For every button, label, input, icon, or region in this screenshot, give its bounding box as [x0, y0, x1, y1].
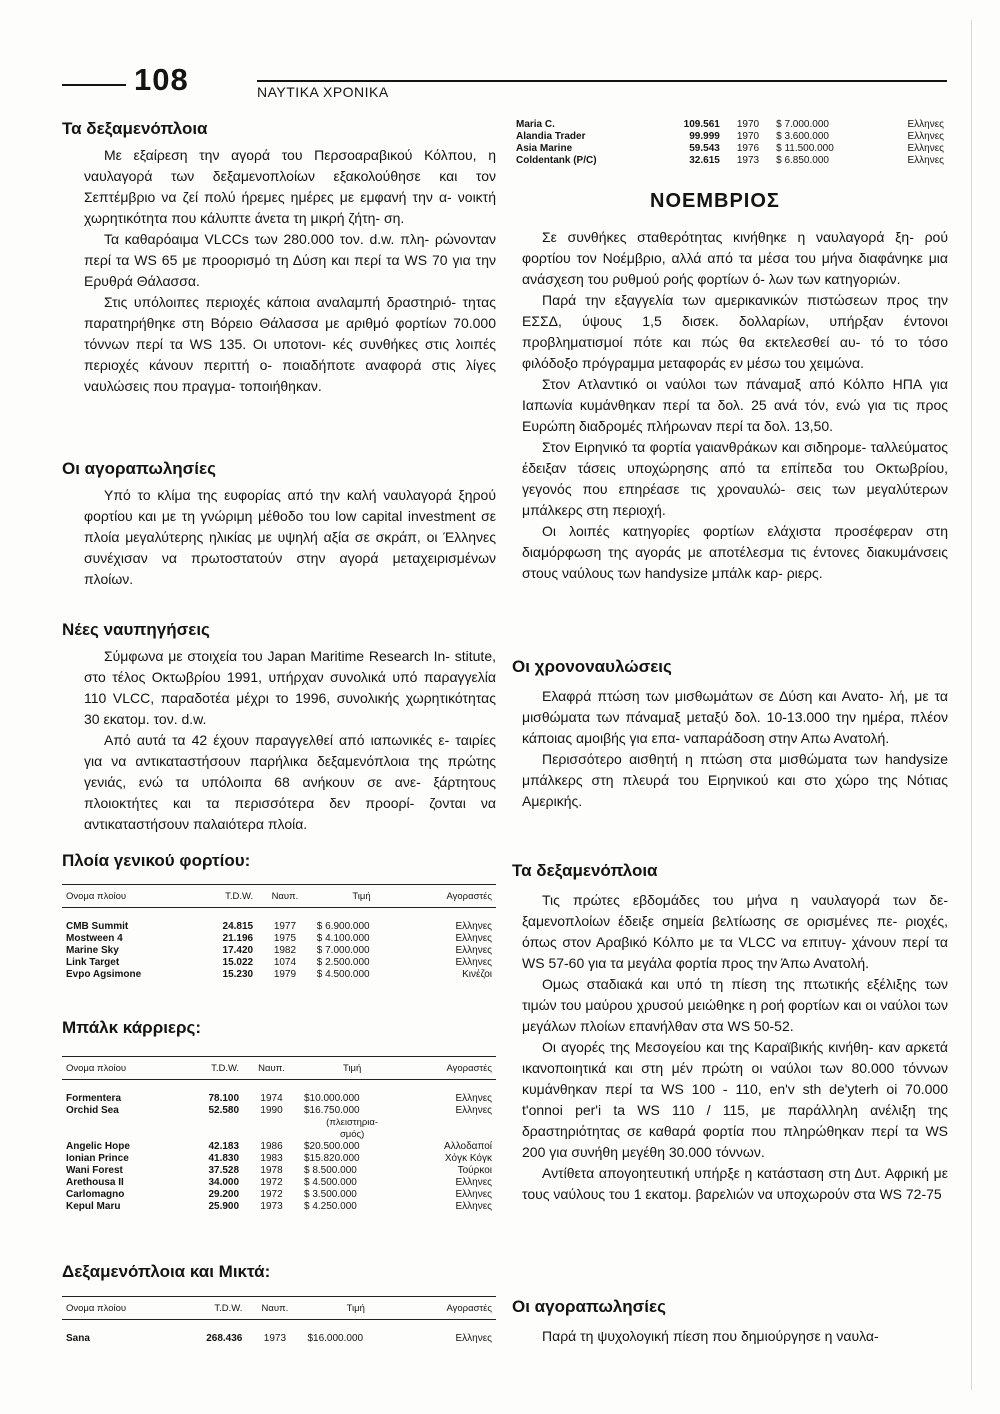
ship-buyer: Ελληνες [907, 130, 944, 142]
ship-price: $16.750.000 [304, 1104, 360, 1116]
paragraph: Ομως σταδιακά και υπό τη πίεση της πτωτικής εξέλιξης των τιμών του μαύρου χρυσού μειώθηκε η ροή φορτίων και οι ναύλοι των μεγάλων πλοίων επανήλθαν στα WS 50-52. [522, 976, 948, 1034]
ship-buyer: Ελληνες [455, 956, 492, 968]
ship-price: $ 6.900.000 [316, 920, 370, 932]
ship-name: Formentera [66, 1092, 122, 1104]
table-title-bulk-carriers: Μπάλκ κάρριερς: [62, 1018, 202, 1037]
paragraph: Υπό το κλίμα της ευφορίας από την καλή ναυλαγορά ξηρού φορτίου και με τη γνώριμη μέθοδο του low capital investment σε πλοία μεγαλύτερης ηλικίας με υψηλή αξία σε σκράπ, οι Έλληνες συνέχισαν να πρωτοστατούν στην αγορά μεταχειρισμένων πλοίων. [84, 487, 496, 587]
ship-tdw: 268.436 [206, 1332, 243, 1344]
table-row [512, 154, 948, 166]
col-header-tdw: T.D.W. [195, 885, 257, 908]
ship-price: $20.500.000 [304, 1140, 360, 1152]
tankers-november-text [522, 890, 948, 1205]
ship-name: Angelic Hope [66, 1140, 130, 1152]
auction-note: σμός) [339, 1128, 365, 1140]
page-header [62, 62, 948, 102]
ship-buyer: Ελληνες [455, 1176, 492, 1188]
ship-buyer: Ελληνες [907, 154, 944, 166]
table-row [62, 932, 496, 944]
ship-tdw: 34.000 [208, 1176, 240, 1188]
ship-name: Ionian Prince [66, 1152, 129, 1164]
page-edge-line [971, 20, 972, 1390]
ship-built: 1982 [273, 944, 297, 956]
newbuildings-text [84, 646, 496, 835]
ship-name: Mostween 4 [66, 932, 123, 944]
ship-name: Coldentank (P/C) [516, 154, 597, 166]
ship-buyer: Χόγκ Κόγκ [444, 1152, 492, 1164]
ship-buyer: Τούρκοι [457, 1164, 492, 1176]
november-text [522, 227, 948, 584]
section-title-sales: Οι αγοραπωλησίες [62, 459, 216, 478]
ship-price: $16.000.000 [307, 1332, 364, 1344]
col-header-built: Ναυπ. [243, 1057, 300, 1080]
ship-tdw: 25.900 [208, 1200, 240, 1212]
ship-built: 1972 [260, 1188, 283, 1200]
paragraph: Οι αγορές της Μεσογείου και της Καραϊβικής κινήθη- καν αρκετά ικανοποιητικά και στη μέν πρώτη οι ναύλοι των 80.000 τόννων κυμάνθηκαν περί τα WS 100 - 110, en'v sth de'yterh oi 70.000 t'onnoi per'i ta WS 110 / 115, με παράλληλη ανέλιξη της δραστηριότητας σε καθαρά φορτία που πληρώθηκαν περί τα WS 200 για συνήθη μεγέθη 30.000 τόννων. [522, 1039, 948, 1160]
ship-tdw: 109.561 [683, 118, 720, 130]
month-title: ΝΟΕΜΒΡΙΟΣ [650, 190, 780, 212]
table-row [62, 1200, 496, 1212]
table-row [62, 1092, 496, 1104]
paragraph: Περισσότερο αισθητή η πτώση στα μισθώματα των handysize μπάλκερς στη πλευρά του Ειρηνικού και στο χώρο της Νότιας Αμερικής. [522, 751, 948, 809]
ship-tdw: 29.200 [208, 1188, 240, 1200]
ship-price: $ 7.000.000 [316, 944, 370, 956]
ship-price: $ 4.500.000 [304, 1176, 357, 1188]
ship-buyer: Ελληνες [455, 1092, 492, 1104]
col-header-price: Τιμή [313, 885, 410, 908]
ship-built: 1974 [260, 1092, 283, 1104]
ship-built: 1074 [273, 956, 297, 968]
table-row [512, 118, 948, 130]
col-header-price: Τιμή [300, 1057, 404, 1080]
paragraph: Στις υπόλοιπες περιοχές κάποια αναλαμπή δραστηριό- τητας παρατηρήθηκε στη Βόρειο Θάλασσα με αριθμό φορτίων 70.000 τόννων περί τα WS 135. Οι υποτονι- κές συνθήκες στις λοιπές περιοχές κάνουν περιττή ο- ποιαδήποτε αναφορά στις λίγες ναυλώσεις που πραγμα- τοποιήθηκαν. [84, 294, 496, 394]
auction-note: (πλειστηρια- [326, 1116, 379, 1128]
table-row [512, 130, 948, 142]
col-header-built: Ναυπ. [246, 1297, 303, 1320]
col-header-price: Τιμή [303, 1297, 408, 1320]
ship-name: Maria C. [516, 118, 555, 130]
ship-built: 1977 [273, 920, 297, 932]
col-header-name: Ονομα πλοίου [62, 885, 195, 908]
sales-november-text [522, 1326, 948, 1347]
ship-built: 1970 [736, 118, 760, 130]
ship-name: CMB Summit [66, 920, 129, 932]
ship-price: $15.820.000 [304, 1152, 360, 1164]
ship-built: 1990 [260, 1104, 283, 1116]
ship-built: 1973 [260, 1200, 283, 1212]
ship-buyer: Ελληνες [455, 1188, 492, 1200]
table-row [62, 1152, 496, 1164]
ship-price: $ 7.000.000 [776, 118, 829, 130]
ship-price: $ 4.500.000 [316, 968, 370, 980]
ship-name: Alandia Trader [516, 130, 586, 142]
bulk-carriers-table [62, 1056, 496, 1212]
ship-price: $ 3.600.000 [776, 130, 829, 142]
table-row [62, 956, 496, 968]
ship-name: Link Target [66, 956, 120, 968]
ship-tdw: 99.999 [689, 130, 720, 142]
table-row [62, 1164, 496, 1176]
ship-built: 1986 [260, 1140, 283, 1152]
paragraph: Ελαφρά πτώση των μισθωμάτων σε Δύση και Ανατο- λή, με τα μισθώματα των πάναμαξ μεταξύ δολ. 10-13.000 την ημέρα, πλέον κάποιας αμοιβής για επα- ναπαράδοση στην Απω Ανατολή. [522, 688, 948, 746]
ship-name: Marine Sky [66, 944, 119, 956]
table-row [62, 1140, 496, 1152]
ship-built: 1975 [273, 932, 297, 944]
table-row [512, 142, 948, 154]
ship-built: 1970 [736, 130, 760, 142]
ship-name: Arethousa II [66, 1176, 124, 1188]
ship-buyer: Ελληνες [907, 118, 944, 130]
ship-name: Kepul Maru [66, 1200, 121, 1212]
col-header-buyer: Αγοραστές [410, 885, 496, 908]
ship-built: 1973 [263, 1332, 287, 1344]
ship-name: Sana [66, 1332, 90, 1344]
ship-buyer: Κινέζοι [462, 968, 492, 980]
general-cargo-table [62, 884, 496, 980]
ship-price: $ 8.500.000 [304, 1164, 357, 1176]
table-title-tankers-combined: Δεξαμενόπλοια και Μικτά: [62, 1262, 271, 1281]
ship-buyer: Ελληνες [455, 1332, 492, 1344]
table-row [62, 1188, 496, 1200]
ship-built: 1978 [260, 1164, 283, 1176]
section-title-timecharters: Οι χρονοναυλώσεις [512, 657, 672, 676]
ship-name: Orchid Sea [66, 1104, 119, 1116]
sales-text [84, 485, 496, 590]
section-title-tankers: Τα δεξαμενόπλοια [62, 119, 208, 138]
ship-buyer: Ελληνες [455, 1104, 492, 1116]
section-title-newbuildings: Νέες ναυπηγήσεις [62, 620, 210, 639]
paragraph: Με εξαίρεση την αγορά του Περσοαραβικού Κόλπου, η ναυλαγορά των δεξαμενοπλοίων εξακολούθησε και τον Σεπτέμβριο να ζεί πολύ ήρεμες ημέρες με εμφανή την α- νοικτή χωρητικότητα που κάλυπτε άνετα τη μικρή ζήτη- ση. [84, 147, 496, 226]
ship-tdw: 37.528 [208, 1164, 240, 1176]
ship-tdw: 32.615 [689, 154, 720, 166]
ship-name: Carlomagno [66, 1188, 125, 1200]
ship-tdw: 41.830 [208, 1152, 240, 1164]
continued-table [512, 118, 948, 166]
paragraph: Παρά την εξαγγελία των αμερικανικών πιστώσεων προς την ΕΣΣΔ, ύψους 1,5 δισεκ. δολλαρίων, υπήρξαν έντονοι προβληματισμοί πότε και πώς θα εκτελεσθεί αυ- τό το τόσο φιλόδοξο πρόγραμμα μεταφοράς εν μέσω του χειμώνα. [522, 292, 948, 371]
paragraph: Στον Ειρηνικό τα φορτία γαιανθράκων και σιδηρομε- ταλλεύματος έδειξαν τάσεις υποχώρησης από τα επίπεδα του Οκτωβρίου, γεγονός που επηρέασε τις χροναυλώ- σεις των μεγαλύτερων μπάλκερς στη περιοχή. [522, 439, 948, 518]
ship-price: $10.000.000 [304, 1092, 360, 1104]
paragraph: Τις πρώτες εβδομάδες του μήνα η ναυλαγορά των δε- ξαμενοπλοίων έδειξε σημεία βελτίωσης σε ορισμένες πε- ριοχές, όπως στον Αραβικό Κόλπο με τα VLCC να επιτυγ- χάνουν περί τα WS 57-60 για τα μεγάλα φορτία προς την Άπω Ανατολή. [522, 892, 948, 971]
ship-price: $ 6.850.000 [776, 154, 829, 166]
paragraph: Αντίθετα απογοητευτική υπήρξε η κατάσταση στη Δυτ. Αφρική με τους ναύλους του 1 εκατομ. βαρελιών να υποχωρούν στα WS 72-75 [522, 1165, 948, 1202]
col-header-buyer: Αγοραστές [408, 1297, 496, 1320]
table-row [62, 968, 496, 980]
ship-price: $ 2.500.000 [316, 956, 370, 968]
table-row [62, 944, 496, 956]
ship-price: $ 4.250.000 [304, 1200, 357, 1212]
paragraph: Σύμφωνα με στοιχεία του Japan Maritime Research In- stitute, στο τέλος Οκτωβρίου 1991, υπήρχαν συνολικά υπό παραγγελία 110 VLCC, παραδοτέα μέχρι το 1996, συνολικής χωρητικότητας 30 εκατομ. τον. d.w. [84, 648, 496, 727]
ship-tdw: 15.230 [222, 968, 254, 980]
header-rule-left [62, 84, 126, 86]
ship-tdw: 21.196 [222, 932, 254, 944]
col-header-tdw: T.D.W. [180, 1057, 243, 1080]
ship-price: $ 3.500.000 [304, 1188, 357, 1200]
page-number: 108 [134, 62, 189, 97]
ship-built: 1983 [260, 1152, 283, 1164]
header-rule-right [257, 80, 947, 82]
ship-tdw: 42.183 [208, 1140, 240, 1152]
section-title-sales-november: Οι αγοραπωλησίες [512, 1297, 666, 1316]
paragraph: Στον Ατλαντικό οι ναύλοι των πάναμαξ από Κόλπο ΗΠΑ για Ιαπωνία κυμάνθηκαν περί τα δολ. 25 ανά τόν, ενώ για τις προς Ευρώπη διαδρομές πλήρωναν περί τα δολ. 13,50. [522, 376, 948, 434]
paragraph: Σε συνθήκες σταθερότητας κινήθηκε η ναυλαγορά ξη- ρού φορτίου τον Νοέμβριο, αλλά από τα μέσα του μήνα διαφάνηκε μια ανάσχεση του ρυθμού ροής φορτίων ό- λων των κατηγοριών. [522, 229, 948, 287]
ship-tdw: 59.543 [689, 142, 720, 154]
table-row [62, 1332, 496, 1344]
ship-name: Wani Forest [66, 1164, 123, 1176]
timecharters-text [522, 686, 948, 812]
ship-buyer: Ελληνες [455, 920, 492, 932]
ship-tdw: 15.022 [222, 956, 254, 968]
paragraph: Παρά τη ψυχολογική πίεση που δημιούργησε η ναυλα- [542, 1328, 879, 1344]
magazine-title: ΝΑΥΤΙΚΑ ΧΡΟΝΙΚΑ [257, 84, 389, 100]
ship-buyer: Ελληνες [455, 932, 492, 944]
section-title-tankers-november: Τα δεξαμενόπλοια [512, 861, 658, 880]
table-title-general-cargo: Πλοία γενικού φορτίου: [62, 851, 251, 870]
col-header-tdw: T.D.W. [174, 1297, 247, 1320]
ship-tdw: 17.420 [222, 944, 254, 956]
ship-built: 1976 [736, 142, 760, 154]
ship-buyer: Ελληνες [455, 944, 492, 956]
table-row [62, 920, 496, 932]
table-row [62, 1176, 496, 1188]
ship-tdw: 78.100 [208, 1092, 240, 1104]
ship-buyer: Αλλοδαποί [444, 1140, 492, 1152]
ship-tdw: 24.815 [222, 920, 254, 932]
ship-name: Evpo Agsimone [66, 968, 142, 980]
col-header-name: Ονομα πλοίου [62, 1297, 174, 1320]
paragraph: Τα καθαρόαιμα VLCCs των 280.000 τον. d.w. πλη- ρώνονταν περί τα WS 65 με προορισμό τη Δύση και περί τα WS 70 για την Ερυθρά Θάλασσα. [84, 231, 496, 289]
tankers-table [62, 1296, 496, 1344]
tankers-text [84, 145, 496, 397]
ship-tdw: 52.580 [208, 1104, 240, 1116]
ship-price: $ 11.500.000 [776, 142, 834, 154]
table-row [62, 1104, 496, 1116]
ship-price: $ 4.100.000 [316, 932, 370, 944]
ship-name: Asia Marine [516, 142, 573, 154]
paragraph: Από αυτά τα 42 έχουν παραγγελθεί από ιαπωνικές ε- ταιρίες για να αντικαταστήσουν παρήλικα δεξαμενόπλοια της πρώτης γενιάς, ενώ τα υπόλοιπα 68 ανήκουν σε ανε- ξάρτητους πλοιοκτήτες και τα περισσότερα δεν προορί- ζονται να αντικαταστήσουν παλαιότερα πλοία. [84, 732, 496, 832]
paragraph: Οι λοιπές κατηγορίες φορτίων ελάχιστα προσέφεραν στη διαμόρφωση της αγοράς με αποτέλεσμα τις έντονες διακυμάνσεις στους ναύλους των handysize μπάλκ καρ- ριερς. [522, 523, 948, 581]
ship-built: 1979 [273, 968, 297, 980]
col-header-built: Ναυπ. [257, 885, 313, 908]
ship-built: 1972 [260, 1176, 283, 1188]
ship-buyer: Ελληνες [907, 142, 944, 154]
col-header-name: Ονομα πλοίου [62, 1057, 180, 1080]
col-header-buyer: Αγοραστές [404, 1057, 496, 1080]
ship-buyer: Ελληνες [455, 1200, 492, 1212]
ship-built: 1973 [736, 154, 760, 166]
